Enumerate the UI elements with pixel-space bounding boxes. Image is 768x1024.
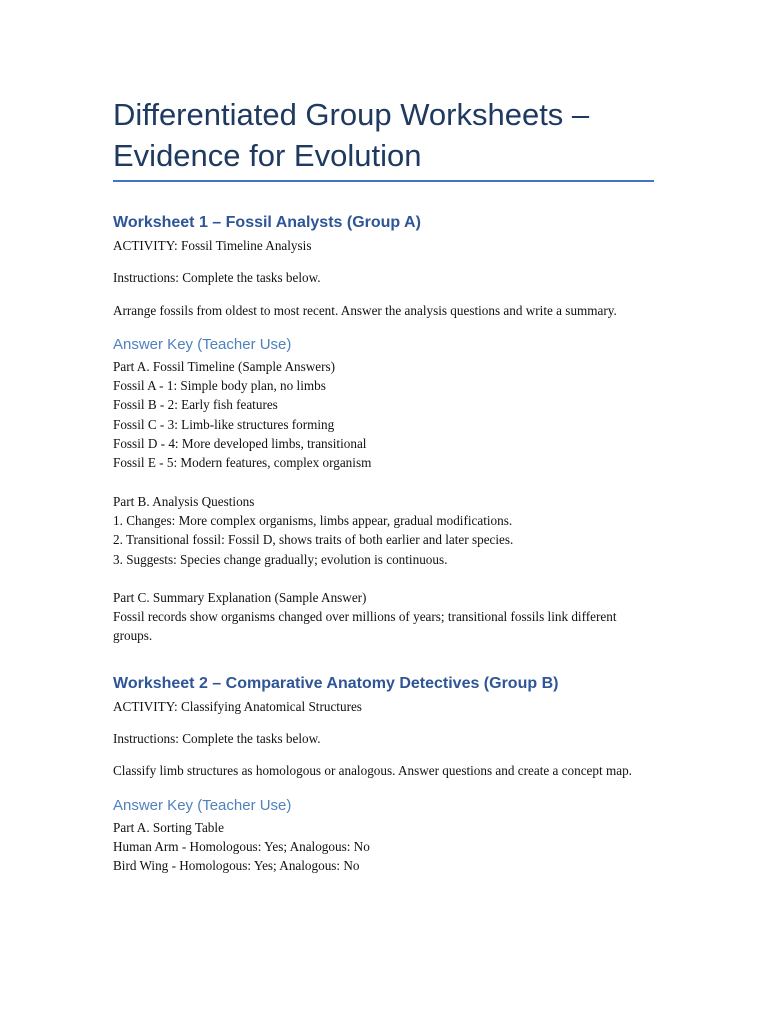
list-item: Fossil D - 4: More developed limbs, transitional [113, 436, 367, 452]
worksheet-1-part-a [113, 357, 633, 473]
list-item: Human Arm - Homologous: Yes; Analogous: No [113, 838, 370, 854]
document-title [113, 94, 633, 176]
worksheet-1-section [113, 213, 633, 646]
part-b-title: Part B. Analysis Questions [113, 493, 255, 509]
worksheet-1-instructions: Instructions: Complete the tasks below. [113, 270, 321, 286]
list-item: Bird Wing - Homologous: Yes; Analogous: No [113, 858, 360, 874]
list-item: Fossil E - 5: Modern features, complex organism [113, 455, 372, 471]
worksheet-1-task: Arrange fossils from oldest to most recent. Answer the analysis questions and write a summary. [113, 302, 617, 318]
worksheet-1-activity: ACTIVITY: Fossil Timeline Analysis [113, 238, 312, 253]
worksheet-1-heading: Worksheet 1 – Fossil Analysts (Group A) [113, 214, 421, 231]
part-a-title: Part A. Fossil Timeline (Sample Answers) [113, 358, 336, 374]
list-item: 2. Transitional fossil: Fossil D, shows traits of both earlier and later species. [113, 532, 514, 548]
list-item: Fossil B - 2: Early fish features [113, 397, 278, 413]
list-item: Fossil A - 1: Simple body plan, no limbs [113, 378, 326, 394]
worksheet-1-answer-key-heading: Answer Key (Teacher Use) [113, 335, 292, 353]
title-line-2: Evidence for Evolution [113, 138, 422, 173]
worksheet-2-part-a [113, 818, 633, 876]
list-item: 3. Suggests: Species change gradually; evolution is continuous. [113, 551, 448, 567]
part-a-title: Part A. Sorting Table [113, 819, 224, 835]
title-line-1: Differentiated Group Worksheets – [113, 97, 590, 132]
document-content [113, 94, 633, 876]
list-item: Fossil C - 3: Limb-like structures forming [113, 416, 335, 432]
worksheet-2-heading: Worksheet 2 – Comparative Anatomy Detectives (Group B) [113, 674, 559, 692]
list-item: 1. Changes: More complex organisms, limbs appear, gradual modifications. [113, 512, 513, 528]
worksheet-1-part-c [113, 588, 633, 646]
part-c-title: Part C. Summary Explanation (Sample Answer) [113, 589, 367, 605]
worksheet-2-activity: ACTIVITY: Classifying Anatomical Structures [113, 698, 362, 714]
part-c-text: Fossil records show organisms changed over millions of years; transitional fossils link different groups. [113, 609, 617, 644]
worksheet-2-task: Classify limb structures as homologous or analogous. Answer questions and create a concept map. [113, 763, 632, 779]
worksheet-2-instructions: Instructions: Complete the tasks below. [113, 731, 321, 747]
worksheet-2-answer-key-heading: Answer Key (Teacher Use) [113, 796, 292, 814]
worksheet-2-section [113, 674, 633, 876]
worksheet-1-part-b [113, 492, 633, 569]
